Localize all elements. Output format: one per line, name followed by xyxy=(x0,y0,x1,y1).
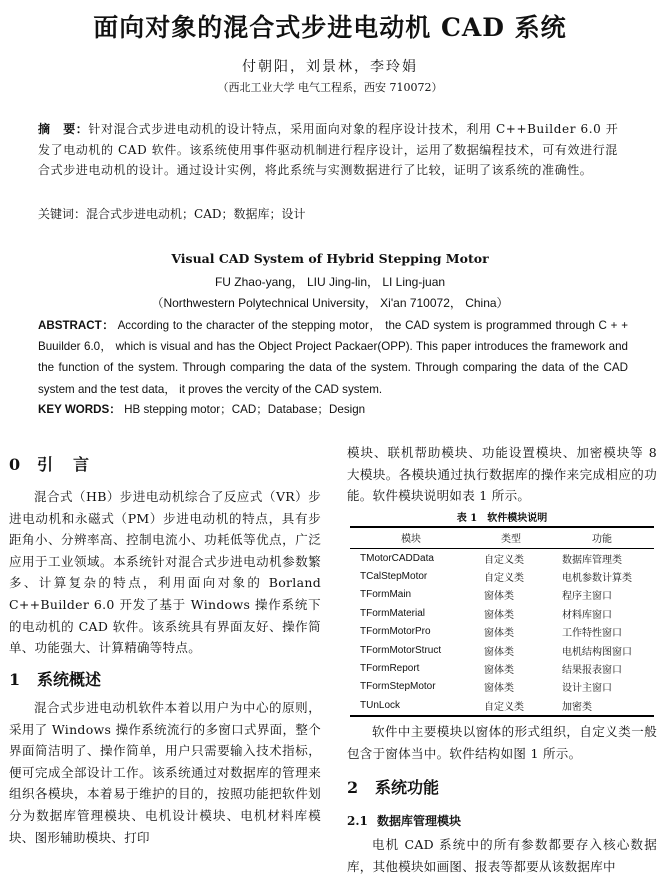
affiliation-english: （Northwestern Polytechnical University， Xi'an 710072， China） xyxy=(151,296,509,310)
keywords-en-label: KEY WORDS： xyxy=(38,403,121,416)
table-cell: 窗体类 xyxy=(484,665,514,677)
table-row xyxy=(350,549,654,568)
table-caption: 表 1 软件模块说明 xyxy=(456,513,548,524)
keywords-text: 混合式步进电动机；CAD；数据库；设计 xyxy=(86,207,306,221)
table-cell: 加密类 xyxy=(550,696,654,715)
table-cell: TFormStepMotor xyxy=(360,681,436,693)
table-cell: 窗体类 xyxy=(484,646,514,658)
authors-english: FU Zhao-yang， LIU Jing-lin， LI Ling-juan xyxy=(214,275,446,289)
table-cell: TFormMotorPro xyxy=(360,626,431,638)
keywords-label: 关键词： xyxy=(38,207,87,221)
section-heading-overview xyxy=(9,667,101,690)
section-number: 1 xyxy=(9,670,21,689)
table-cell: 窗体类 xyxy=(484,609,514,621)
section-number: 0 xyxy=(9,455,21,474)
table-cell: 设计主窗口 xyxy=(562,683,612,695)
abstract-label: 摘 要： xyxy=(38,122,89,136)
abstract-en-label: ABSTRACT： xyxy=(38,319,115,332)
abstract-en-text: According to the character of the stepping motor， the CAD system is programmed through C + + Buuilder 6.0， which is visual and has the Object Project Packaer(OPP). This paper introduces the framework and the function of the system. Through comparing the data of the system. Through comparing the data of the CAD system and the test data， it proves the vercity of the CAD system. xyxy=(38,319,628,396)
table-row xyxy=(350,604,654,622)
table-cell: 数据库管理类 xyxy=(562,554,622,566)
section-heading-introduction xyxy=(9,452,109,475)
table-row xyxy=(350,623,654,641)
table-cell: TFormMaterial xyxy=(360,607,426,619)
abstract-text: 针对混合式步进电动机的设计特点，采用面向对象的程序设计技术，利用 C++Builder 6.0 开发了电动机的 CAD 软件。该系统使用事件驱动机制进行程序设计，运用了数据编程技术，可有效进行混合式步进电动机的设计。通过设计实例，将此系统与实测数据进行了比较，证明了该系统的准确性。 xyxy=(38,122,619,177)
table-row xyxy=(350,567,654,585)
table-row xyxy=(350,659,654,677)
table-cell: TFormReport xyxy=(360,663,420,675)
section-title: 系统功能 xyxy=(375,778,440,797)
modules-table xyxy=(350,526,654,717)
table-row xyxy=(350,586,654,604)
section-heading-system-functions xyxy=(347,775,439,798)
table-cell: TFormMotorStruct xyxy=(360,644,442,656)
table-cell: 窗体类 xyxy=(484,683,514,695)
paper-title: 面向对象的混合式步进电动机 CAD 系统 xyxy=(93,13,567,42)
table-row xyxy=(350,641,654,659)
section-title: 系统概述 xyxy=(37,670,102,689)
section-number: 2 xyxy=(347,778,359,797)
table-cell: 窗体类 xyxy=(484,628,514,640)
subsection-title: 数据库管理模块 xyxy=(377,814,462,828)
table-header-cell: 模块 xyxy=(350,527,472,549)
paper-title-english: Visual CAD System of Hybrid Stepping Motor xyxy=(171,251,489,266)
table-cell: 窗体类 xyxy=(484,591,514,603)
table-header-cell: 功能 xyxy=(550,527,654,549)
table-cell: 结果报表窗口 xyxy=(562,665,622,677)
table-cell: TMotorCADData xyxy=(360,552,434,564)
abstract-english xyxy=(38,315,628,400)
table-cell: 程序主窗口 xyxy=(562,591,612,603)
table-header-cell: 类型 xyxy=(472,527,550,549)
table-row xyxy=(350,678,654,696)
keywords-chinese xyxy=(38,205,628,222)
authors-chinese: 付朝阳，刘景林，李玲娟 xyxy=(242,59,418,75)
paragraph-introduction: 混合式（HB）步进电动机综合了反应式（VR）步进电动机和永磁式（PM）步进电动机的特点，具有步距角小、分辨率高、控制电流小、功耗低等优点，广泛应用于工业领域。本系统针对混合式步进电动机参数繁多、计算复杂的特点，利用面向对象的 Borland C++Builder 6.0 开发了基于 Windows 操作系统下的电动机的 CAD 软件。该系统具有界面友好、操作简单、功能强大、计算精确等特点。 xyxy=(9,489,321,656)
keywords-english xyxy=(38,401,628,417)
subsection-number: 2.1 xyxy=(347,814,368,828)
section-title: 引言 xyxy=(37,455,110,474)
paragraph-overview: 混合式步进电动机软件本着以用户为中心的原则，采用了 Windows 操作系统流行的多窗口式界面，整个界面简洁明了、操作简单，用户只需要输入技术指标，便可完成全部设计工作。该系统通过对数据库的管理来组织各模块，本着易于维护的目的，按照功能把软件划分为数据库管理模块、电机设计模块、电机材料库模块、图形辅助模块、打印 xyxy=(9,700,321,845)
paragraph-database: 电机 CAD 系统中的所有参数都要存入核心数据库，其他模块如画图、报表等都要从该数据库中 xyxy=(347,837,657,874)
table-cell: 自定义类 xyxy=(484,554,524,566)
abstract-chinese xyxy=(38,119,628,181)
table-cell: 电机参数计算类 xyxy=(562,573,632,585)
table-cell: 电机结构图窗口 xyxy=(562,646,632,658)
table-cell: TCalStepMotor xyxy=(360,571,428,583)
table-cell: 自定义类 xyxy=(472,696,550,715)
subsection-heading-database xyxy=(347,812,461,829)
table-header-row xyxy=(350,527,654,549)
table-row xyxy=(350,696,654,715)
paragraph-modules-continued: 模块、联机帮助模块、功能设置模块、加密模块等 8 大模块。各模块通过执行数据库的操作来完成相应的功能。软件模块说明如表 1 所示。 xyxy=(347,445,657,504)
table-cell: 自定义类 xyxy=(484,573,524,585)
affiliation-chinese: （西北工业大学 电气工程系，西安 710072） xyxy=(217,81,443,94)
paragraph-after-table: 软件中主要模块以窗体的形式组织，自定义类一般包含于窗体当中。软件结构如图 1 所示。 xyxy=(347,724,657,761)
table-cell: 材料库窗口 xyxy=(562,609,612,621)
table-cell: TUnLock xyxy=(350,696,472,715)
table-cell: TFormMain xyxy=(360,589,412,601)
keywords-en-text: HB stepping motor；CAD；Database；Design xyxy=(124,403,366,416)
table-cell: 工作特性窗口 xyxy=(562,628,622,640)
